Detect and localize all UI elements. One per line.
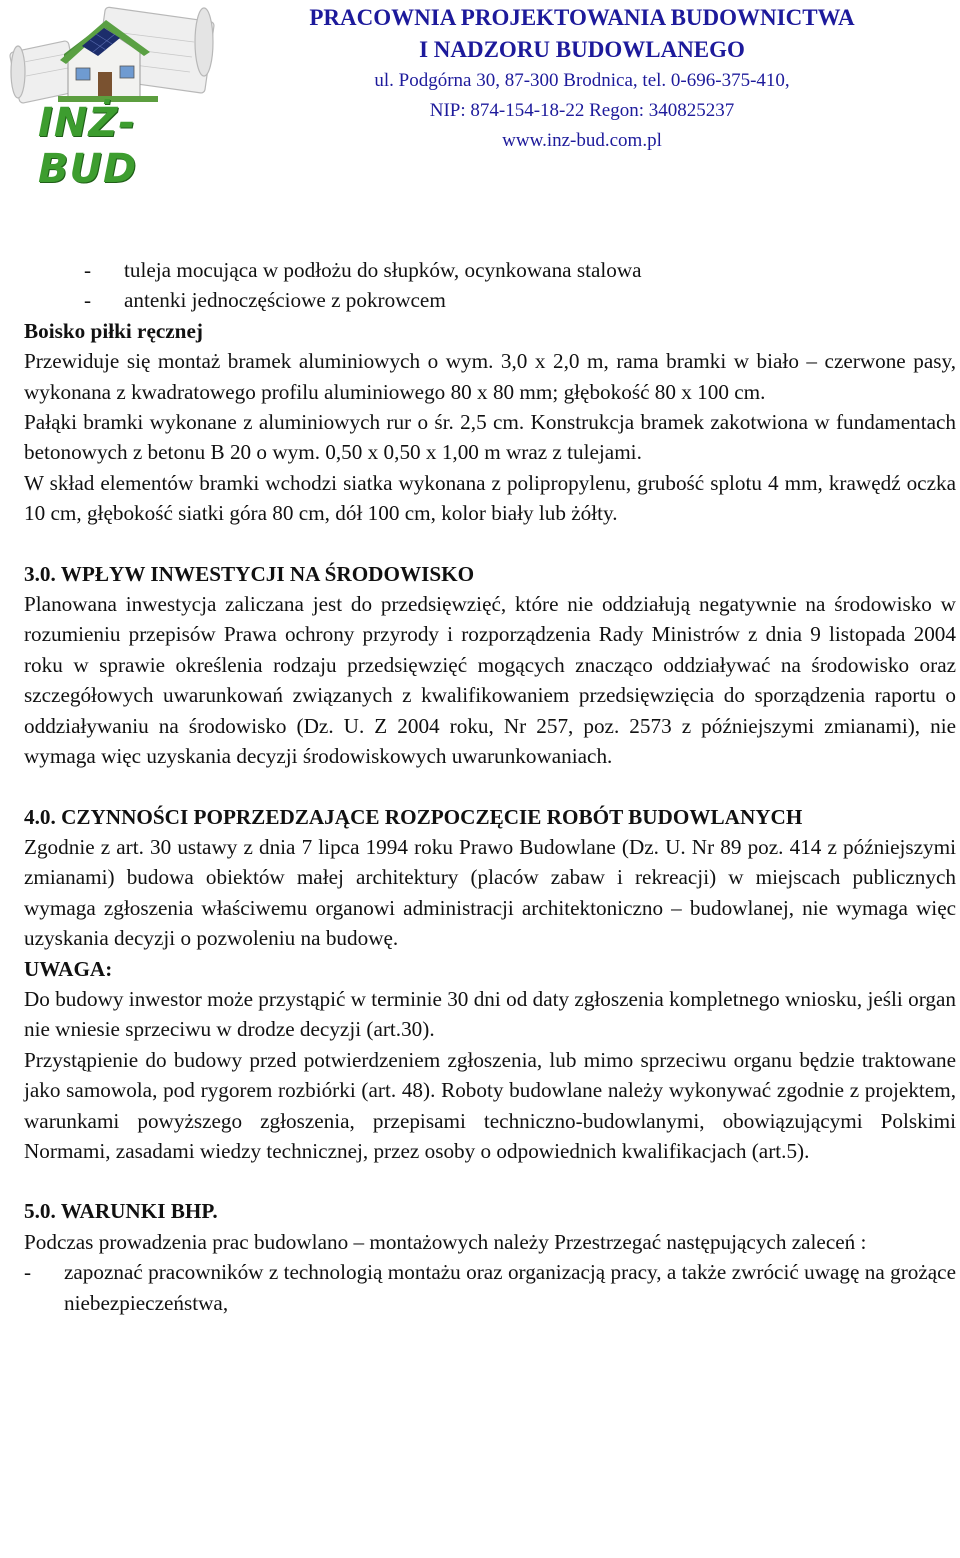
list-item-text: tuleja mocująca w podłożu do słupków, ocynkowana stalowa xyxy=(124,258,642,282)
company-info xyxy=(222,2,942,156)
section-heading: 5.0. WARUNKI BHP. xyxy=(24,1199,218,1224)
paragraph: Podczas prowadzenia prac budowlano – montażowych należy Przestrzegać następujących zaleceń : xyxy=(24,1229,867,1254)
paragraph: Zgodnie z art. 30 ustawy z dnia 7 lipca 1994 roku Prawo Budowlane (Dz. U. Nr 89 poz. 414 z późniejszymi zmianami) budowa obiektów małej architektury (placów zabaw i rekreacji) w miejscach publicznych wymaga zgłoszenia właściwemu organowi administracji architektoniczno – budowlanej, nie wymaga więc uzyskania decyzji o pozwoleniu na budowę. xyxy=(24,834,956,951)
section-heading: 4.0. CZYNNOŚCI POPRZEDZAJĄCE ROZPOCZĘCIE ROBÓT BUDOWLANYCH xyxy=(24,804,803,829)
company-name-line2: I NADZORU BUDOWLANEGO xyxy=(419,37,745,62)
warning-label: UWAGA: xyxy=(24,956,113,981)
company-logo xyxy=(4,2,216,192)
company-address: ul. Podgórna 30, 87-300 Brodnica, tel. 0-696-375-410, xyxy=(374,70,790,91)
company-name-line1: PRACOWNIA PROJEKTOWANIA BUDOWNICTWA xyxy=(309,5,855,30)
paragraph: Przewiduje się montaż bramek aluminiowych o wym. 3,0 x 2,0 m, rama bramki w biało – czerwone pasy, wykonana z kwadratowego profilu aluminiowego 80 x 80 mm; głębokość 80 x 100 cm. xyxy=(24,349,956,404)
document-body xyxy=(24,255,956,1318)
list-item xyxy=(24,255,956,285)
paragraph: Przystąpienie do budowy przed potwierdzeniem zgłoszenia, lub mimo sprzeciwu organu będzie traktowane jako samowola, pod rygorem rozbiórki (art. 48). Roboty budowlane należy wykonywać zgodnie z projektem, warunkami powyższego zgłoszenia, przepisami techniczno-budowlanymi, obowiązującymi Polskimi Normami, zasadami wiedzy technicznej, przez osoby o odpowiednich kwalifikacjach (art.5). xyxy=(24,1047,956,1163)
dash-marker: - xyxy=(84,288,92,313)
dash-marker: - xyxy=(24,1260,32,1285)
paragraph: Pałąki bramki wykonane z aluminiowych rur o śr. 2,5 cm. Konstrukcja bramek zakotwiona w fundamentach betonowych z betonu B 20 o wym. 0,50 x 0,50 x 1,00 m wraz z tulejami. xyxy=(24,410,956,465)
paragraph: Planowana inwestycja zaliczana jest do przedsięwzięć, które nie oddziałują negatywnie na środowisko w rozumieniu przepisów Prawa ochrony przyrody i rozporządzenia Rady Ministrów z dnia 9 listopada 2004 roku w sprawie określenia rodzaju przedsięwzięć mogących znacząco oddziaływać na środowisko oraz szczegółowych uwarunkowań związanych z kwalifikowaniem przedsięwzięcia do sporządzenia raportu o oddziaływaniu na środowisko (Dz. U. Z 2004 roku, Nr 257, poz. 2573 z późniejszymi zmianami), nie wymaga więc uzyskania decyzji środowiskowych uwarunkowaniach. xyxy=(24,592,956,769)
section-heading: 3.0. WPŁYW INWESTYCJI NA ŚRODOWISKO xyxy=(24,561,475,586)
list-item xyxy=(24,285,956,315)
logo-text: INŻ-BUD xyxy=(38,100,138,192)
dash-marker: - xyxy=(84,258,92,282)
company-website: www.inz-bud.com.pl xyxy=(502,130,662,151)
list-item-text: zapoznać pracowników z technologią montażu oraz organizacją pracy, a także zwrócić uwagę na grożące niebezpieczeństwa, xyxy=(64,1260,956,1315)
subsection-heading: Boisko piłki ręcznej xyxy=(24,318,203,343)
list-item-text: antenki jednoczęściowe z pokrowcem xyxy=(124,288,446,313)
letterhead xyxy=(0,0,960,192)
paragraph: Do budowy inwestor może przystąpić w terminie 30 dni od daty zgłoszenia kompletnego wniosku, jeśli organ nie wniesie sprzeciwu w drodze decyzji (art.30). xyxy=(24,986,956,1042)
paragraph: W skład elementów bramki wchodzi siatka wykonana z polipropylenu, grubość splotu 4 mm, krawędź oczka 10 cm, głębokość siatki góra 80 cm, dół 100 cm, kolor biały lub żółty. xyxy=(24,470,956,526)
company-ids: NIP: 874-154-18-22 Regon: 340825237 xyxy=(429,100,735,121)
list-item xyxy=(24,1257,956,1318)
